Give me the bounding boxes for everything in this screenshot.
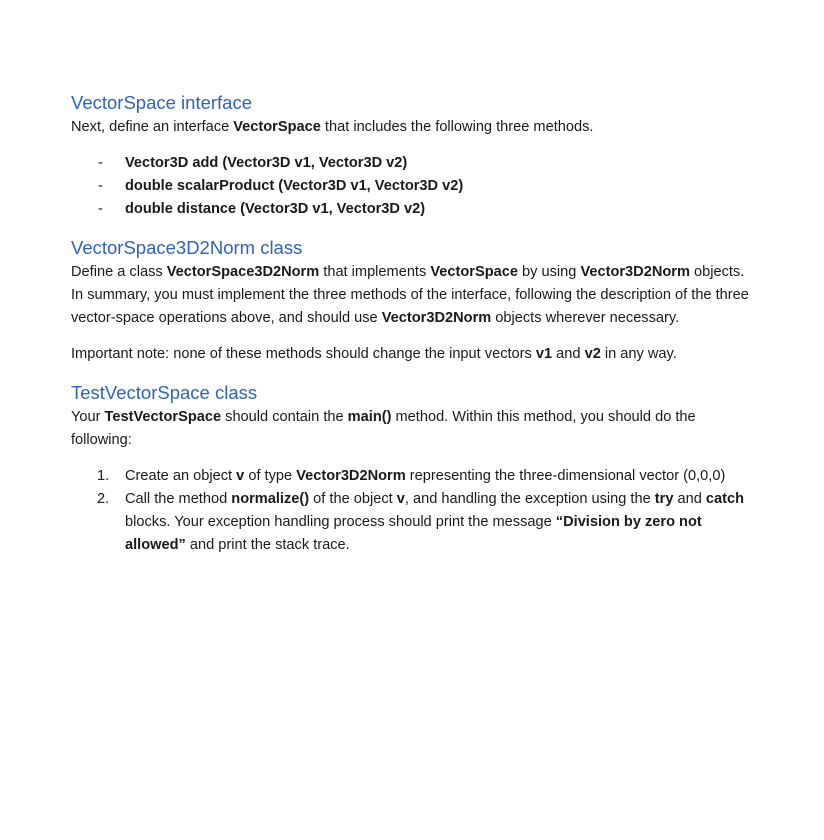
step-item-create-object [71, 465, 751, 488]
testvectorspace-body-paragraph [71, 406, 751, 452]
step-item-call-normalize [71, 488, 751, 557]
testvectorspace-step-list [71, 465, 751, 557]
document-page [71, 90, 751, 557]
text-run: method. Within this method, you should do the following: [71, 409, 696, 448]
text-run: that implements [319, 264, 431, 280]
text-run: and print the stack trace. [185, 537, 350, 553]
bold-text-run: Vector3D2Norm [381, 310, 492, 326]
text-run: of type [244, 468, 297, 484]
bold-text-run: Vector3D2Norm [296, 468, 406, 484]
bold-text-run: VectorSpace3D2Norm [166, 264, 320, 280]
text-run: objects wherever necessary. [491, 310, 680, 326]
text-run: Next, define an interface [71, 119, 234, 135]
bold-text-run: TestVectorSpace [104, 409, 222, 425]
text-run: in any way. [600, 346, 677, 362]
list-marker: - [98, 178, 103, 194]
bold-text-run: normalize() [231, 491, 310, 507]
list-marker: - [98, 201, 103, 217]
list-marker: - [98, 155, 103, 171]
method-item-scalar-product [71, 175, 751, 198]
method-item-distance [71, 198, 751, 221]
bold-text-run: try [654, 491, 674, 507]
step-text [125, 468, 725, 484]
text-run: that includes the following three methods. [320, 119, 594, 135]
text-run: , and handling the exception using the [404, 491, 655, 507]
text-run: by using [517, 264, 581, 280]
method-signature: Vector3D add (Vector3D v1, Vector3D v2) [125, 155, 408, 171]
bold-text-run: catch [705, 491, 745, 507]
vectorspace3d2norm-body-paragraph [71, 261, 751, 330]
bold-text-run: VectorSpace [233, 119, 321, 135]
text-run: should contain the [221, 409, 348, 425]
bold-text-run: v [396, 491, 405, 507]
vectorspace-method-list [71, 152, 751, 221]
important-note-paragraph [71, 343, 751, 366]
section-heading-vectorspace-interface: VectorSpace interface [71, 92, 252, 113]
text-run: objects. In summary, you must implement the three methods of the interface, following the description of the three vector-space operations above, and should use [71, 264, 749, 326]
method-signature: double distance (Vector3D v1, Vector3D v2) [125, 201, 426, 217]
text-run: and [552, 346, 585, 362]
step-number: 1. [97, 468, 110, 484]
step-number: 2. [97, 491, 110, 507]
bold-text-run: v1 [535, 346, 553, 362]
text-run: representing the three-dimensional vector (0,0,0) [405, 468, 726, 484]
text-run: Important note: none of these methods should change the input vectors [71, 346, 536, 362]
method-item-add [71, 152, 751, 175]
text-run: Your [71, 409, 105, 425]
text-run: of the object [309, 491, 397, 507]
vectorspace-intro-paragraph [71, 116, 751, 139]
text-run: blocks. Your exception handling process should print the message [125, 514, 556, 530]
text-run: Call the method [125, 491, 232, 507]
bold-text-run: v2 [584, 346, 601, 362]
bold-text-run: Vector3D2Norm [580, 264, 690, 280]
text-run: Create an object [125, 468, 237, 484]
section-heading-testvectorspace-class: TestVectorSpace class [71, 382, 258, 403]
bold-text-run: main() [347, 409, 392, 425]
bold-text-run: “Division by zero not allowed” [125, 514, 702, 553]
bold-text-run: VectorSpace [430, 264, 518, 280]
bold-text-run: v [236, 468, 245, 484]
step-text [125, 491, 744, 553]
method-signature: double scalarProduct (Vector3D v1, Vector3D v2) [125, 178, 464, 194]
text-run: Define a class [71, 264, 167, 280]
section-heading-vectorspace3d2norm-class: VectorSpace3D2Norm class [71, 237, 303, 258]
text-run: and [673, 491, 706, 507]
